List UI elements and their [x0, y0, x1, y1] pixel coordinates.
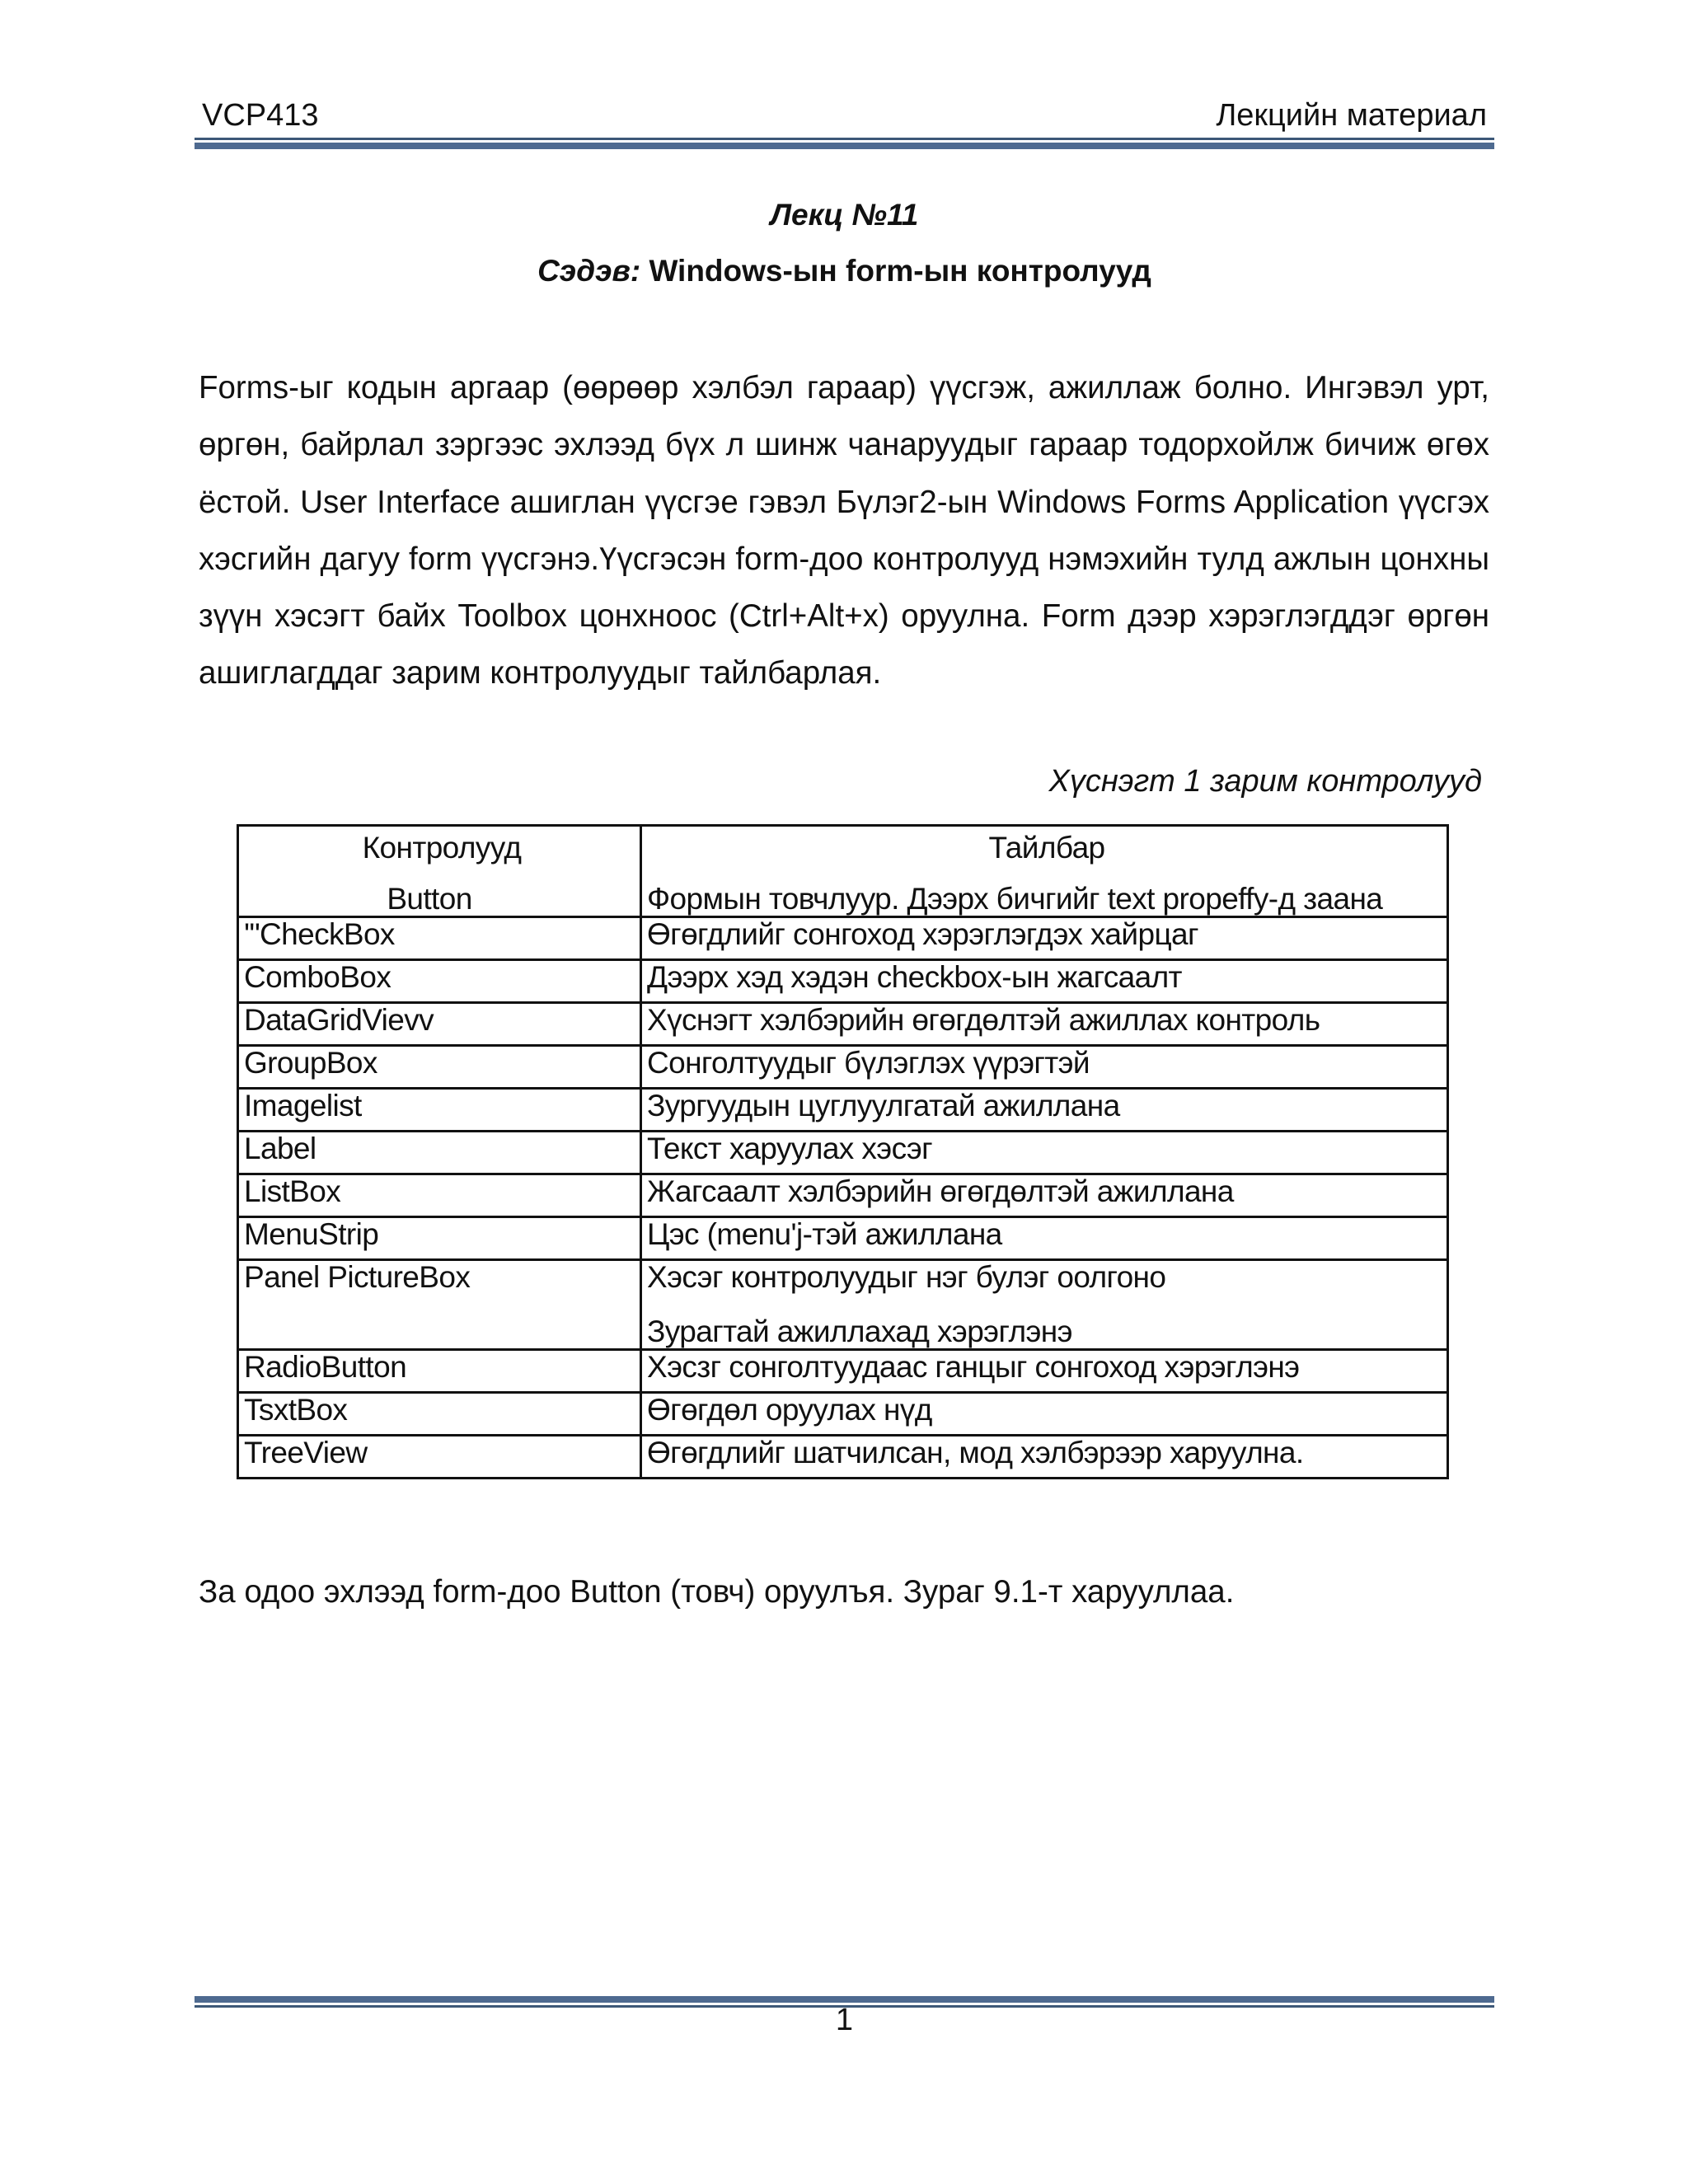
page-number: 1: [835, 2003, 854, 2037]
control-description: Хэсзг сонголтуудаас ганцыг сонгоход хэрэглэнэ: [641, 1350, 1448, 1393]
control-description: Цэс (menu'j-тэй ажиллана: [641, 1217, 1448, 1260]
table-caption: Хүснэгт 1 зарим контролууд: [1048, 764, 1482, 799]
control-description: Текст харуулах хэсэг: [641, 1132, 1448, 1174]
table-row: [238, 1174, 1448, 1217]
control-name: ListBox: [238, 1174, 641, 1217]
table-row: [238, 1436, 1448, 1479]
table-row: [238, 1393, 1448, 1436]
table-row: [238, 1217, 1448, 1260]
control-name: TreeView: [238, 1436, 641, 1479]
column-title-controls: Контролууд: [362, 831, 522, 865]
topic-text: Windows-ын form-ын контролууд: [649, 254, 1151, 288]
control-description: Өгөгдлийг шатчилсан, мод хэлбэрээр харуулна.: [641, 1436, 1448, 1479]
control-name: ComboBox: [238, 960, 641, 1003]
lecture-title: Лекц №11: [770, 198, 919, 232]
control-name: Imagelist: [238, 1089, 641, 1132]
controls-table: [237, 824, 1449, 1479]
control-name: Panel PictureBox: [238, 1260, 641, 1350]
document-type: Лекцийн материал: [1216, 98, 1487, 133]
course-code: VCP413: [202, 98, 319, 133]
table-row: [238, 1350, 1448, 1393]
column-header-description: [641, 826, 1448, 917]
control-description: Формын товчлуур. Дээрх бичгийг text propeffy-д заана: [647, 882, 1383, 916]
table-row: [238, 960, 1448, 1003]
topic-label: Сэдэв:: [537, 254, 641, 288]
table-row: [238, 1132, 1448, 1174]
table-row: [238, 917, 1448, 960]
control-name: GroupBox: [238, 1046, 641, 1089]
control-name: '"CheckBox: [238, 917, 641, 960]
topic-title: [195, 254, 1494, 288]
control-description: Жагсаалт хэлбэрийн өгөгдөлтэй ажиллана: [641, 1174, 1448, 1217]
control-description: Дээрх хэд хэдэн checkbox-ын жагсаалт: [641, 960, 1448, 1003]
table-row: [238, 1046, 1448, 1089]
control-name: Button: [387, 882, 472, 916]
control-description: Өгөгдлийг сонгоход хэрэглэгдэх хайрцаг: [641, 917, 1448, 960]
column-title-description: Тайлбар: [988, 831, 1105, 865]
description-line: Зурагтай ажиллахад хэрэглэнэ: [647, 1315, 1072, 1348]
control-description: [641, 1260, 1448, 1350]
control-description: Хүснэгт хэлбэрийн өгөгдөлтэй ажиллах контроль: [641, 1003, 1448, 1046]
closing-paragraph: За одоо эхлээд form-доо Button (товч) оруулъя. Зураг 9.1-т харууллаа.: [199, 1574, 1235, 1610]
table-header-row: [238, 826, 1448, 917]
control-description: Сонголтуудыг бүлэглэх үүрэгтэй: [641, 1046, 1448, 1089]
header-rule: [195, 138, 1494, 149]
table-row: [238, 1260, 1448, 1350]
control-name: Label: [238, 1132, 641, 1174]
control-name: TsxtBox: [238, 1393, 641, 1436]
intro-paragraph: Forms-ыг кодын аргаар (өөрөөр хэлбэл гараар) үүсгэж, ажиллаж болно. Ингэвэл урт, өргөн, байрлал зэргээс эхлээд бүх л шинж чанаруудыг гараар тодорхойлж бичиж өгөх ёстой. User Interface ашиглан үүсгэе гэвэл Бүлэг2-ын Windows Forms Application үүсгэх хэсгийн дагуу form үүсгэнэ.Үүсгэсэн form-доо контролууд нэмэхийн тулд ажлын цонхны зүүн хэсэгт байх Toolbox цонхноос (Ctrl+Alt+x) оруулна. Form дээр хэрэглэгддэг өргөн ашиглагддаг зарим контролуудыг тайлбарлая.: [199, 370, 1489, 691]
description-line: Хэсэг контролуудыг нэг булэг оолгоно: [647, 1260, 1166, 1294]
table-row: [238, 1089, 1448, 1132]
control-name: DataGridVievv: [238, 1003, 641, 1046]
control-description: Өгөгдөл оруулах нүд: [641, 1393, 1448, 1436]
table-row: [238, 1003, 1448, 1046]
column-header-controls: [238, 826, 641, 917]
control-name: RadioButton: [238, 1350, 641, 1393]
page-header: [200, 95, 1490, 136]
control-name: MenuStrip: [238, 1217, 641, 1260]
control-description: Зургуудын цуглуулгатай ажиллана: [641, 1089, 1448, 1132]
